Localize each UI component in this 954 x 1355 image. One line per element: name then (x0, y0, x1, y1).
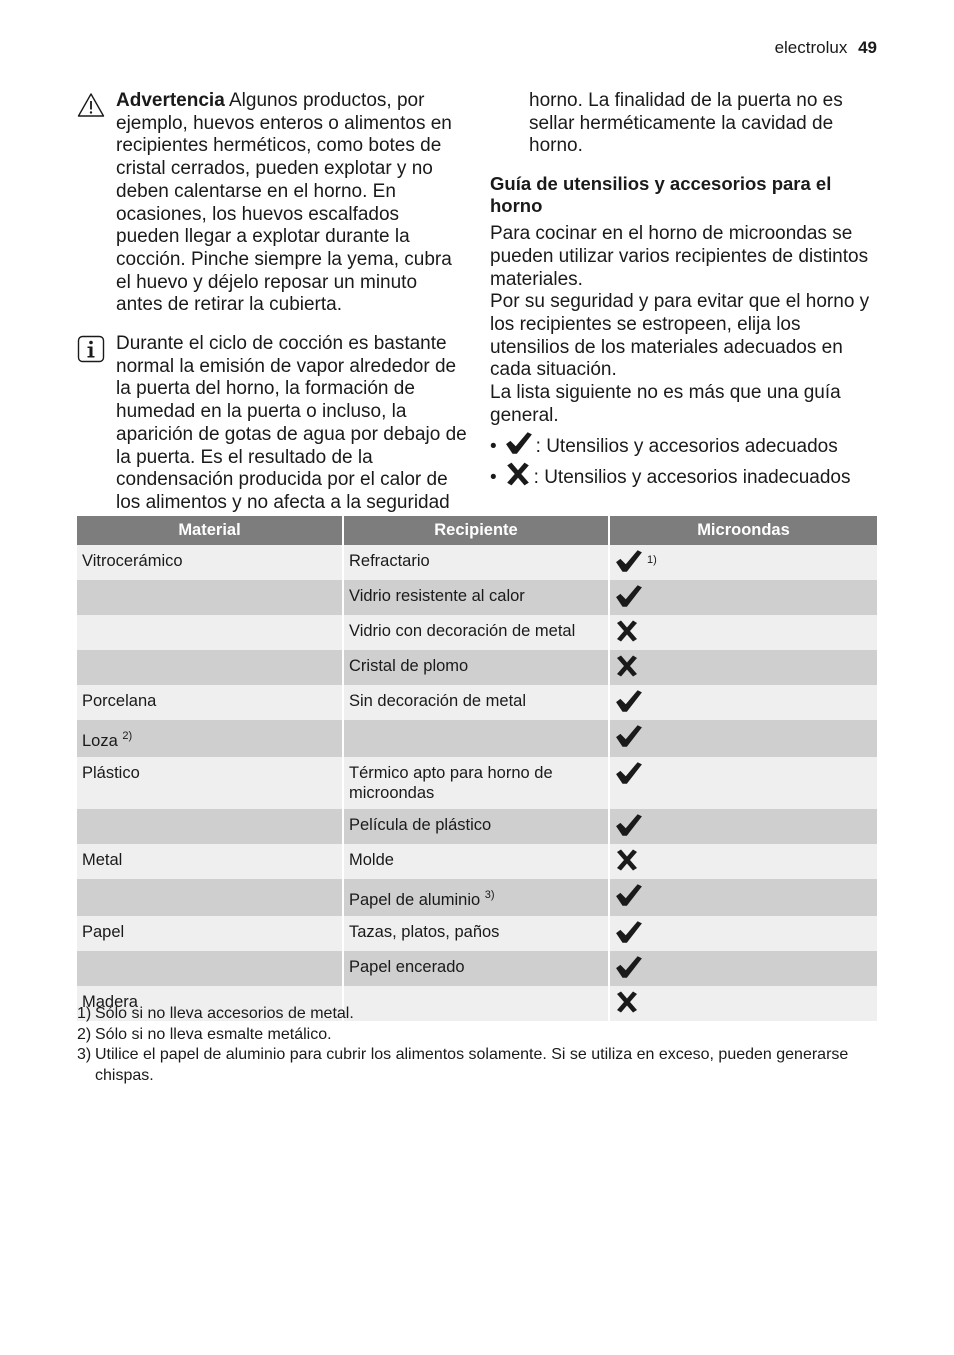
footnote: 3) Utilice el papel de aluminio para cubrir los alimentos solamente. Si se utiliza en exceso, pueden generarse chispas. (77, 1046, 849, 1084)
info-continuation: horno. La finalidad de la puerta no es sellar herméticamente la cavidad de horno. (529, 90, 843, 157)
cell-material (77, 580, 343, 615)
table-row (77, 809, 877, 844)
left-column (77, 90, 467, 537)
cell-recipient: Molde (343, 844, 609, 879)
legend-list (490, 431, 880, 493)
cell-microwave (609, 685, 877, 720)
cell-material (77, 615, 343, 650)
legend-item-unsuitable: • : Utensilios y accesorios inadecuados (490, 462, 880, 493)
column-header-recipient: Recipiente (343, 516, 609, 545)
cell-recipient: Cristal de plomo (343, 650, 609, 685)
brand-name: electrolux (774, 38, 848, 57)
check-icon (615, 823, 643, 841)
cell-material: Madera (77, 986, 343, 1021)
cell-recipient: Térmico apto para horno de microondas (343, 757, 609, 809)
warning-triangle-icon (77, 92, 105, 123)
table-row (77, 720, 877, 757)
cell-microwave (609, 809, 877, 844)
check-icon (615, 965, 643, 983)
cell-recipient: Tazas, platos, paños (343, 916, 609, 951)
table-row (77, 615, 877, 650)
info-note (77, 333, 467, 537)
page-number: 49 (858, 38, 877, 57)
cell-microwave (609, 615, 877, 650)
guide-paragraph-3: La lista siguiente no es más que una guía general. (490, 382, 841, 426)
cell-microwave (609, 757, 877, 809)
cell-material: Loza $^{2)}$ (77, 720, 343, 757)
table-row (77, 545, 877, 580)
page-header (775, 38, 877, 58)
cell-material (77, 809, 343, 844)
table-row (77, 879, 877, 916)
warning-note (77, 90, 467, 317)
table-row (77, 757, 877, 809)
cell-microwave (609, 580, 877, 615)
guide-paragraph-1: Para cocinar en el horno de microondas se pueden utilizar varios recipientes de distintos materiales. (490, 223, 869, 290)
cell-microwave: 1) (609, 545, 877, 580)
column-header-microwave: Microondas (609, 516, 877, 545)
cell-microwave (609, 916, 877, 951)
check-icon (615, 559, 643, 577)
cell-material: Metal (77, 844, 343, 879)
warning-text: Algunos productos, por ejemplo, huevos enteros o alimentos en recipientes herméticos, como botes de cristal cerrados, pueden explotar y no deben calentarse en el horno. En ocasiones, los huevos escalfados pueden llegar a explotar durante la cocción. Pinche siempre la yema, cubra el huevo y déjelo reposar un minuto antes de retirar la cubierta. (116, 90, 452, 316)
cell-material: Plástico (77, 757, 343, 809)
cross-icon (505, 462, 534, 493)
cell-material: Porcelana (77, 685, 343, 720)
cell-microwave (609, 720, 877, 757)
info-text: Durante el ciclo de cocción es bastante normal la emisión de vapor alrededor de la puerta del horno, la formación de humedad en la puerta o incluso, la aparición de gotas de agua por debajo de la puerta. Es el resultado de la condensación producida por el calor de los alimentos y no afecta a la seguridad (116, 333, 467, 513)
cell-recipient: Vidrio con decoración de metal (343, 615, 609, 650)
cell-material: Papel (77, 916, 343, 951)
cell-material: Vitrocerámico (77, 545, 343, 580)
footnote: 2) Sólo si no lleva esmalte metálico. (77, 1025, 332, 1043)
cross-icon (615, 629, 639, 647)
check-icon (615, 594, 643, 612)
cell-recipient: Sin decoración de metal (343, 685, 609, 720)
cell-material (77, 650, 343, 685)
check-icon (615, 771, 643, 789)
cell-recipient (343, 720, 609, 757)
right-column (490, 90, 880, 493)
table-row (77, 916, 877, 951)
guide-paragraph-2: Por su seguridad y para evitar que el horno y los recipientes se estropeen, elija los utensilios de los materiales adecuados en cada situación. (490, 291, 870, 381)
footnotes (77, 1004, 877, 1086)
cell-microwave (609, 951, 877, 986)
table-header-row (77, 516, 877, 545)
check-icon (615, 893, 643, 911)
cell-material (77, 951, 343, 986)
table-row (77, 650, 877, 685)
utensils-table (77, 516, 877, 1021)
cell-recipient: Película de plástico (343, 809, 609, 844)
check-icon (615, 734, 643, 752)
cell-microwave (609, 650, 877, 685)
check-icon (615, 930, 643, 948)
table-row (77, 685, 877, 720)
cell-microwave (609, 844, 877, 879)
check-icon (615, 699, 643, 717)
guide-heading: Guía de utensilios y accesorios para el horno (490, 173, 832, 217)
legend-item-suitable: • : Utensilios y accesorios adecuados (490, 431, 880, 462)
check-icon (505, 431, 536, 462)
table-row (77, 580, 877, 615)
column-header-material: Material (77, 516, 343, 545)
cell-recipient: Vidrio resistente al calor (343, 580, 609, 615)
cell-microwave (609, 879, 877, 916)
warning-title: Advertencia (116, 90, 225, 111)
cell-recipient: Papel de aluminio $^{3)}$ (343, 879, 609, 916)
footnote: 1) Sólo si no lleva accesorios de metal. (77, 1005, 354, 1022)
legend-text: : Utensilios y accesorios inadecuados (533, 467, 851, 489)
cell-recipient: Refractario (343, 545, 609, 580)
cross-icon (615, 664, 639, 682)
cell-material (77, 879, 343, 916)
cell-recipient: Papel encerado (343, 951, 609, 986)
cross-icon (615, 858, 639, 876)
legend-text: : Utensilios y accesorios adecuados (535, 436, 838, 458)
info-icon (77, 335, 105, 368)
table-row (77, 951, 877, 986)
table-row (77, 844, 877, 879)
